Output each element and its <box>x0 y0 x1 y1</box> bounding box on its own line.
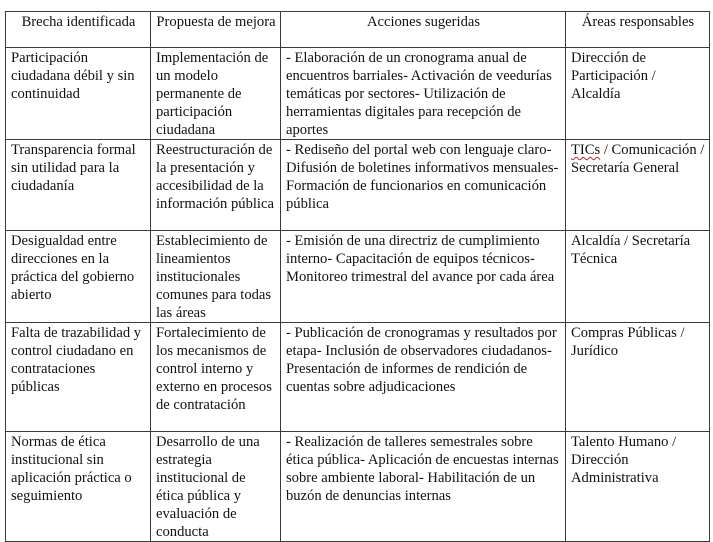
header-areas: Áreas responsables <box>566 12 710 48</box>
cell-brecha: Normas de ética institucional sin aplicación práctica o seguimiento <box>6 432 151 542</box>
cell-areas <box>566 140 710 231</box>
cell-brecha: Falta de trazabilidad y control ciudadano en contrataciones públicas <box>6 323 151 432</box>
table-row <box>6 231 710 323</box>
cell-acciones: - Rediseño del portal web con lenguaje claro- Difusión de boletines informativos mensuales- Formación de funcionarios en comunicación pública <box>281 140 566 231</box>
cell-areas-text: / Comunicación / Secretaría General <box>571 142 705 176</box>
cell-propuesta: Desarrollo de una estrategia institucional de ética pública y evaluación de conducta <box>151 432 281 542</box>
cell-areas: Dirección de Participación / Alcaldía <box>566 48 710 140</box>
table-header-row <box>6 12 710 48</box>
cell-areas: Alcaldía / Secretaría Técnica <box>566 231 710 323</box>
cell-acciones: - Realización de talleres semestrales sobre ética pública- Aplicación de encuestas internas sobre ambiente laboral- Habilitación de un buzón de denuncias internas <box>281 432 566 542</box>
cell-areas: Talento Humano / Dirección Administrativa <box>566 432 710 542</box>
cell-acciones: - Elaboración de un cronograma anual de encuentros barriales- Activación de veedurías temáticas por sectores- Utilización de herramientas digitales para recepción de aportes <box>281 48 566 140</box>
cell-acciones: - Publicación de cronogramas y resultados por etapa- Inclusión de observadores ciudadanos- Presentación de informes de rendición de cuentas sobre adjudicaciones <box>281 323 566 432</box>
cell-propuesta: Reestructuración de la presentación y accesibilidad de la información pública <box>151 140 281 231</box>
table-row <box>6 140 710 231</box>
spellcheck-flagged-word[interactable]: TICs <box>571 142 601 158</box>
table-row <box>6 323 710 432</box>
cell-brecha: Participación ciudadana débil y sin continuidad <box>6 48 151 140</box>
cell-propuesta: Fortalecimiento de los mecanismos de control interno y externo en procesos de contratación <box>151 323 281 432</box>
cell-propuesta: Implementación de un modelo permanente de participación ciudadana <box>151 48 281 140</box>
header-brecha: Brecha identificada <box>6 12 151 48</box>
header-acciones: Acciones sugeridas <box>281 12 566 48</box>
cell-brecha: Desigualdad entre direcciones en la práctica del gobierno abierto <box>6 231 151 323</box>
header-propuesta: Propuesta de mejora <box>151 12 281 48</box>
gap-analysis-table <box>5 11 710 542</box>
cell-brecha: Transparencia formal sin utilidad para la ciudadanía <box>6 140 151 231</box>
cell-acciones: - Emisión de una directriz de cumplimiento interno- Capacitación de equipos técnicos- Monitoreo trimestral del avance por cada área <box>281 231 566 323</box>
cell-propuesta: Establecimiento de lineamientos institucionales comunes para todas las áreas <box>151 231 281 323</box>
table-row <box>6 432 710 542</box>
cell-areas: Compras Públicas / Jurídico <box>566 323 710 432</box>
table-row <box>6 48 710 140</box>
